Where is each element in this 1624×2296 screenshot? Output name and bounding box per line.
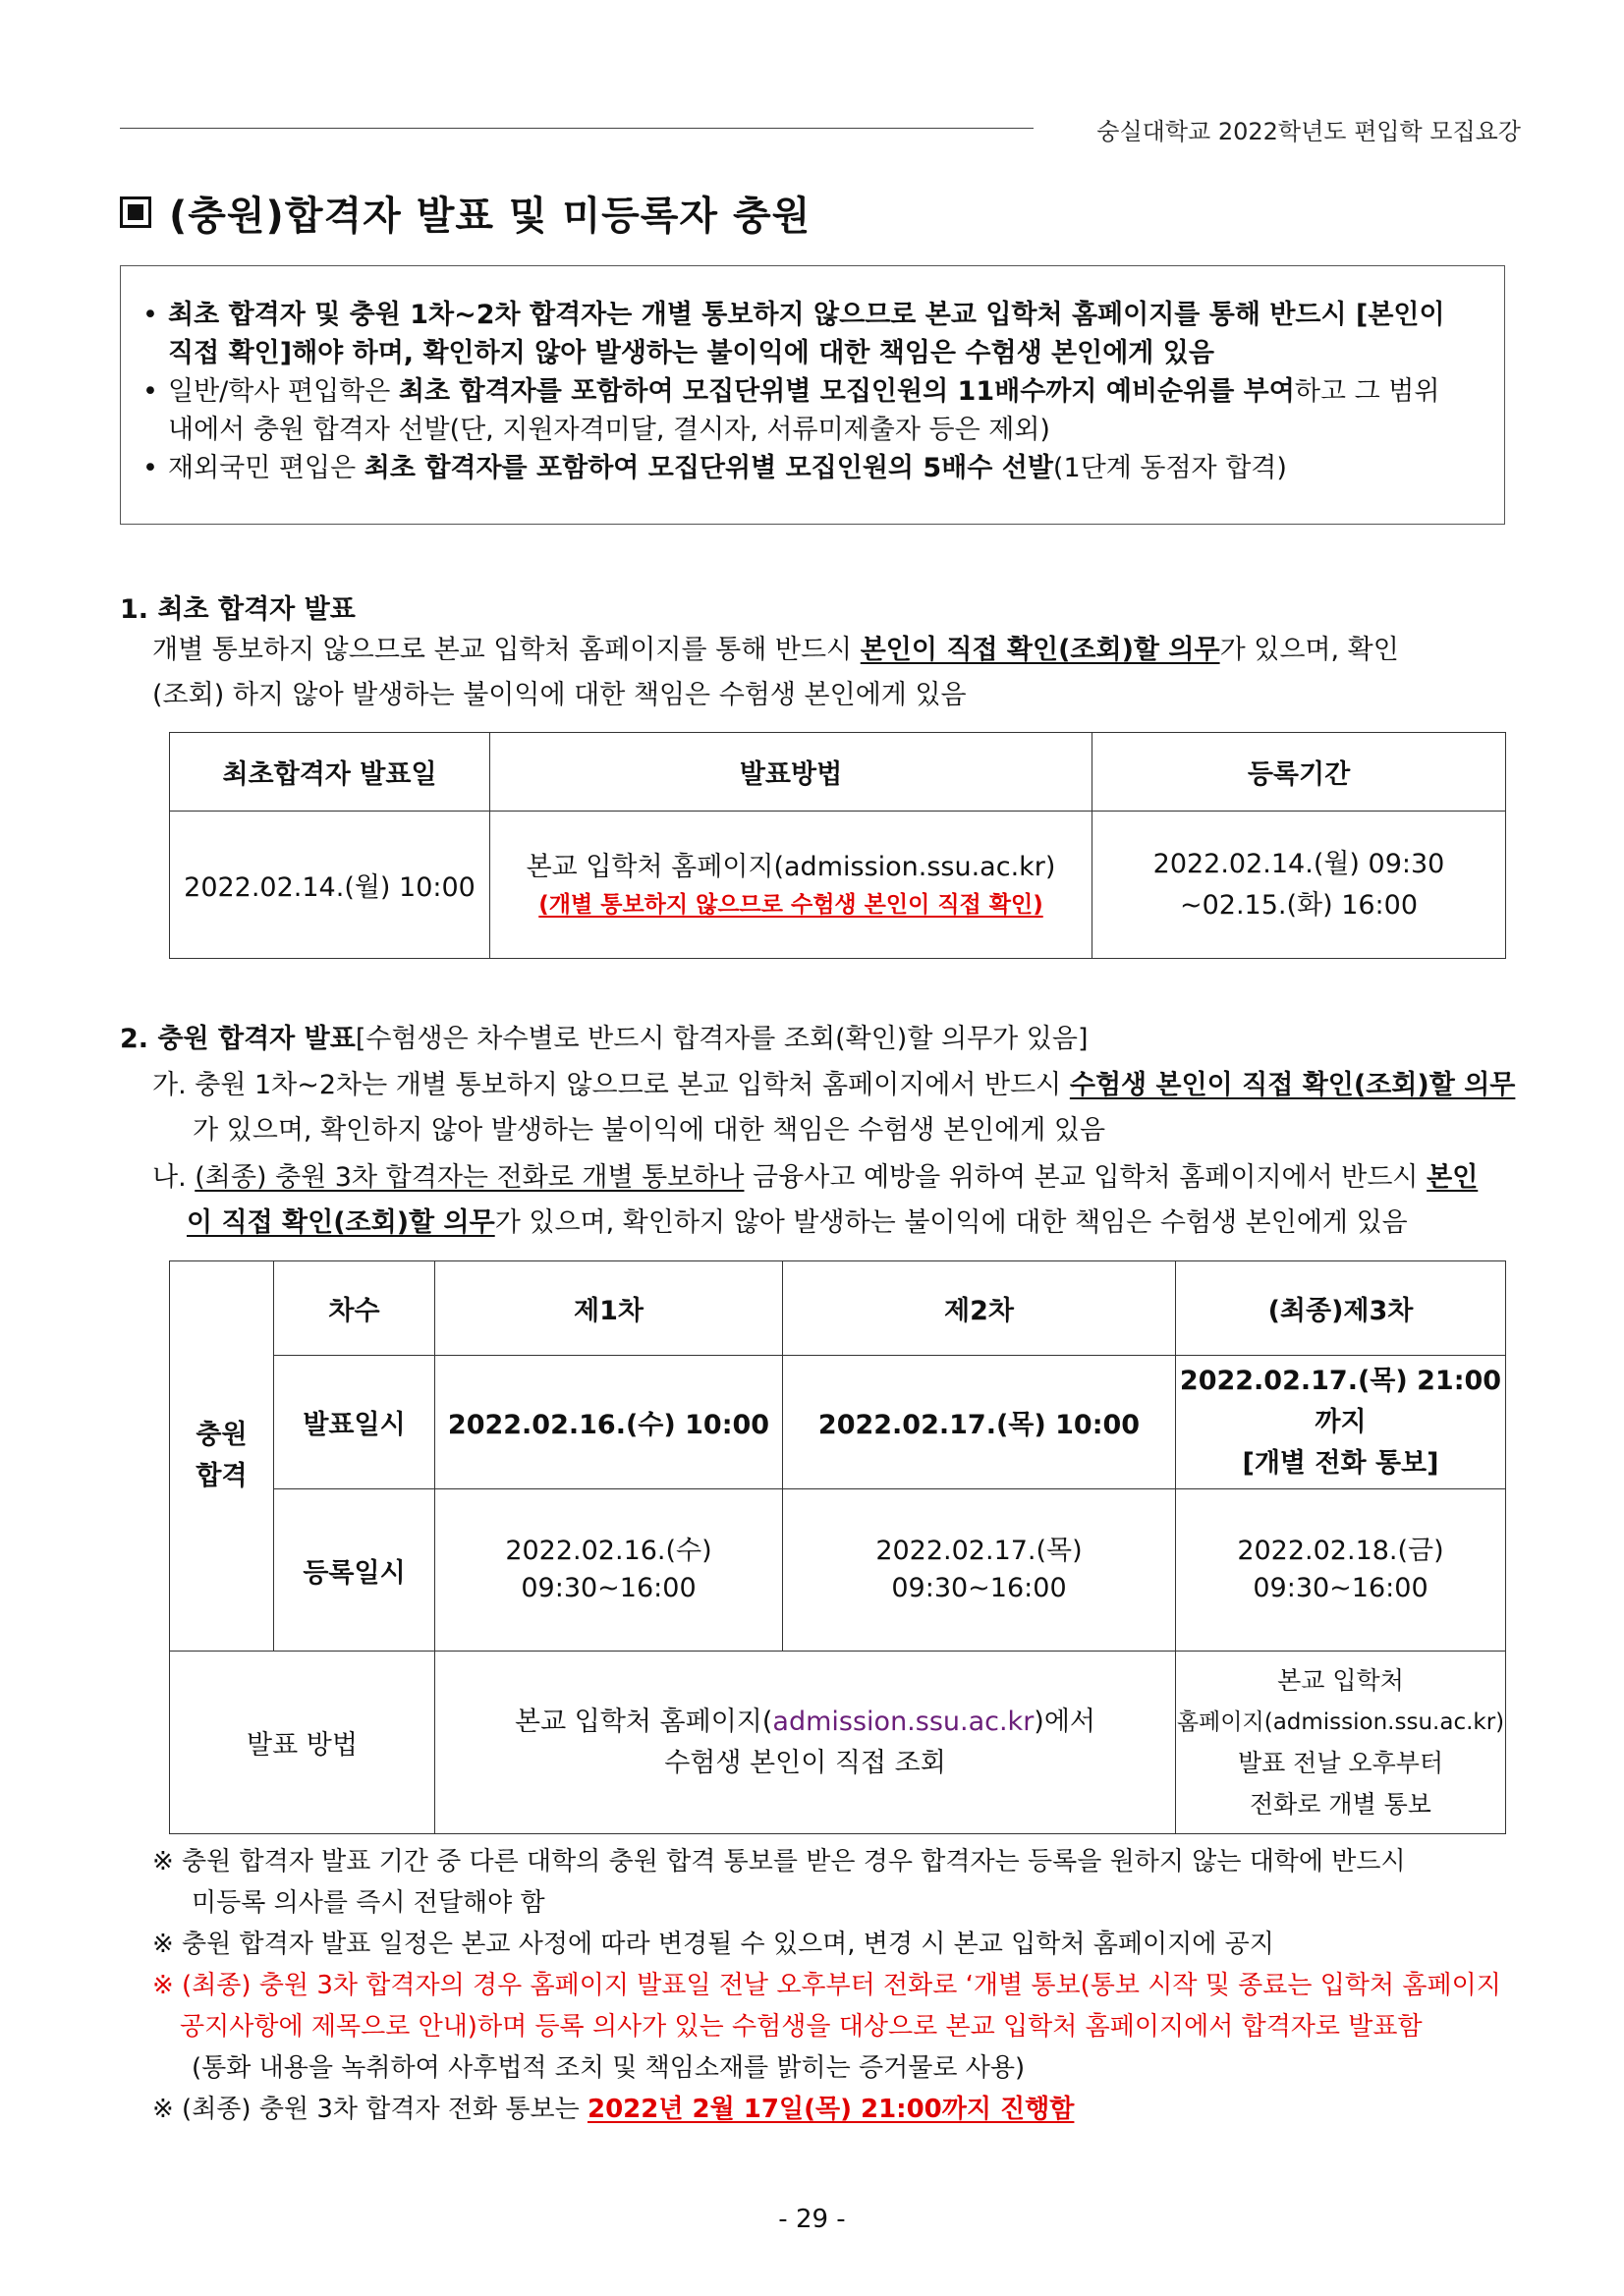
cell-registration-line-2: ~02.15.(화) 16:00 [1179,889,1419,921]
section-1-line-1 [152,628,1399,673]
notice-item-1 [139,296,1486,372]
section-2-heading [120,1017,1089,1062]
cell-reg-round-2 [783,1489,1176,1652]
header-rule [120,128,1034,129]
method-text-b: )에서 [1034,1706,1095,1737]
cell-reg-round-2-line-2: 09:30~16:00 [891,1573,1067,1603]
notice-item-2-bold: 최초 합격자를 포함하여 모집단위별 모집인원의 11배수까지 예비순위를 부여 [398,376,1295,407]
section-1-line-1-b: 가 있으며, 확인 [1219,635,1399,665]
col-header-registration: 등록기간 [1092,733,1506,812]
cell-reg-round-1 [435,1489,783,1652]
cell-reg-round-1-line-2: 09:30~16:00 [521,1573,697,1603]
row-header-announce: 발표일시 [274,1356,435,1489]
note-3-line-3: (통화 내용을 녹취하여 사후법적 조치 및 책임소재를 밝히는 증거물로 사용) [192,2053,1026,2083]
cell-method-rounds-1-2-line-1 [435,1702,1175,1743]
row-header-registration: 등록일시 [274,1489,435,1652]
additional-result-table [169,1260,1506,1834]
item-na-underlined: (최종) 충원 3차 합격자는 전화로 개별 통보하나 [195,1162,745,1193]
cell-method-rounds-1-2-line-2: 수험생 본인이 직접 조회 [664,1747,946,1778]
cell-method [490,812,1092,959]
section-1-heading: 1. 최초 합격자 발표 [120,594,356,625]
cell-registration-line-1: 2022.02.14.(월) 09:30 [1152,848,1445,879]
col-header-round-1: 제1차 [435,1261,783,1356]
square-bullet-icon [120,196,151,228]
notice-item-1-text: 최초 합격자 및 충원 1차~2차 합격자는 개별 통보하지 않으므로 본교 입학처 홈페이지를 통해 반드시 [본인이 직접 확인]해야 하며, 확인하지 않아 발생하는 불이익에 대한 책임은 수험생 본인에게 있음 [168,300,1445,368]
note-4-deadline: 2022년 2월 17일(목) 21:00까지 진행함 [587,2095,1075,2124]
section-2-heading-bold: 2. 충원 합격자 발표 [120,1024,356,1054]
cell-announce-round-3-line-2: [개별 전화 통보] [1242,1447,1439,1479]
row-group-label-line-1: 충원 [196,1420,248,1450]
col-header-method: 발표방법 [490,733,1092,812]
cell-announce-round-3 [1176,1356,1506,1489]
section-2-heading-note: [수험생은 차수별로 반드시 합격자를 조회(확인)할 의무가 있음] [355,1024,1089,1054]
running-header: 숭실대학교 2022학년도 편입학 모집요강 [1096,118,1521,145]
method-url: admission.ssu.ac.kr [772,1706,1035,1737]
notice-item-3-text-b: (1단계 동점자 합격) [1052,453,1287,483]
notice-item-2-text-b: 하고 그 범위 내에서 충원 합격자 선발(단, 지원자격미달, 결시자, 서류미제출자 등은 제외) [168,376,1440,445]
page-title-text: (충원)합격자 발표 및 미등록자 충원 [169,194,812,239]
item-ga-line-1 [152,1063,1515,1108]
item-na-text-2: 가 있으며, 확인하지 않아 발생하는 불이익에 대한 책임은 수험생 본인에게 있음 [494,1207,1408,1238]
col-header-round: 차수 [274,1261,435,1356]
cell-method-line-1: 본교 입학처 홈페이지(admission.ssu.ac.kr) [526,851,1056,882]
cell-method-round-3-line-3: 발표 전날 오후부터 [1237,1748,1444,1777]
cell-reg-round-3-line-2: 09:30~16:00 [1253,1573,1428,1603]
cell-reg-round-2-line-1: 2022.02.17.(목) [875,1536,1083,1566]
cell-method-round-3 [1176,1652,1506,1834]
page-number: - 29 - [778,2205,846,2234]
note-4 [152,2089,1501,2130]
notice-item-3-text-a: 재외국민 편입은 [168,453,364,483]
cell-registration [1092,812,1506,959]
notice-item-2-text-a: 일반/학사 편입학은 [168,376,399,407]
notes-block [152,1841,1501,2130]
page-title [120,185,811,241]
notice-item-3-bold: 최초 합격자를 포함하여 모집단위별 모집인원의 5배수 선발 [364,453,1053,483]
cell-method-round-3-line-2: 홈페이지(admission.ssu.ac.kr) [1176,1708,1505,1735]
row-header-method: 발표 방법 [170,1652,435,1834]
section-1-line-1-a: 개별 통보하지 않으므로 본교 입학처 홈페이지를 통해 반드시 [152,635,861,665]
first-result-table [169,732,1506,959]
method-text-a: 본교 입학처 홈페이지( [514,1706,773,1737]
note-3-line-1: ※ (최종) 충원 3차 합격자의 경우 홈페이지 발표일 전날 오후부터 전화로 ‘개별 통보(통보 시작 및 종료는 입학처 홈페이지 [152,1971,1501,2000]
cell-announce-round-2: 2022.02.17.(목) 10:00 [783,1356,1176,1489]
section-1-line-2: (조회) 하지 않아 발생하는 불이익에 대한 책임은 수험생 본인에게 있음 [152,680,967,710]
note-1-line-2: 미등록 의사를 즉시 전달해야 함 [192,1888,545,1918]
item-na-duty-b: 이 직접 확인(조회)할 의무 [187,1207,495,1238]
section-1-duty-underlined: 본인이 직접 확인(조회)할 의무 [860,635,1220,665]
col-header-round-2: 제2차 [783,1261,1176,1356]
item-ga-line-2: 가 있으며, 확인하지 않아 발생하는 불이익에 대한 책임은 수험생 본인에게 있음 [193,1115,1106,1146]
note-2: ※ 충원 합격자 발표 일정은 본교 사정에 따라 변경될 수 있으며, 변경 시 본교 입학처 홈페이지에 공지 [152,1930,1274,1959]
cell-method-round-3-line-1: 본교 입학처 [1277,1665,1404,1695]
item-na-duty-a: 본인 [1427,1162,1479,1193]
cell-method-note: (개별 통보하지 않으므로 수험생 본인이 직접 확인) [538,891,1043,918]
col-header-round-3: (최종)제3차 [1176,1261,1506,1356]
col-header-announce-date: 최초합격자 발표일 [170,733,490,812]
item-ga-underlined: 수험생 본인이 직접 확인(조회)할 의무 [1069,1070,1516,1100]
cell-method-round-3-line-4: 전화로 개별 통보 [1250,1789,1431,1819]
item-na-prefix: 나. [152,1162,196,1193]
note-1-line-1: ※ 충원 합격자 발표 기간 중 다른 대학의 충원 합격 통보를 받은 경우 합격자는 등록을 원하지 않는 대학에 반드시 [152,1847,1406,1876]
cell-reg-round-3-line-1: 2022.02.18.(금) [1237,1536,1444,1566]
cell-announce-date: 2022.02.14.(월) 10:00 [170,812,490,959]
note-3-line-2: 공지사항에 제목으로 안내)하며 등록 의사가 있는 수험생을 대상으로 본교 입학처 홈페이지에서 합격자로 발표함 [180,2012,1423,2042]
item-ga-text: 가. 충원 1차~2차는 개별 통보하지 않으므로 본교 입학처 홈페이지에서 반드시 [152,1070,1070,1100]
item-na-line-2 [187,1201,1408,1246]
cell-announce-round-3-line-1: 2022.02.17.(목) 21:00까지 [1179,1365,1502,1437]
cell-reg-round-1-line-1: 2022.02.16.(수) [505,1536,712,1566]
notice-item-3 [139,449,1486,487]
cell-announce-round-1: 2022.02.16.(수) 10:00 [435,1356,783,1489]
note-4-text: ※ (최종) 충원 3차 합격자 전화 통보는 [152,2095,588,2124]
cell-reg-round-3 [1176,1489,1506,1652]
row-group-label [170,1261,274,1652]
notice-box [120,265,1505,525]
cell-method-rounds-1-2 [435,1652,1176,1834]
row-group-label-line-2: 합격 [196,1461,248,1491]
notice-item-2 [139,372,1486,449]
item-na-line-1 [152,1155,1478,1201]
item-na-text: 금융사고 예방을 위하여 본교 입학처 홈페이지에서 반드시 [744,1162,1428,1193]
